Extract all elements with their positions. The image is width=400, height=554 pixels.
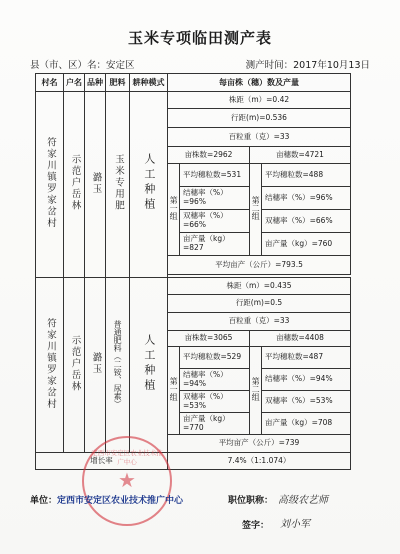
position-label: 职位职称： [228, 496, 274, 506]
unit-label: 单位： [30, 496, 58, 506]
test-time-label: 测产时间：2017年10月13日 [245, 60, 370, 71]
signature-label: 签字： [242, 521, 270, 531]
farming-cell: 人工种植 [130, 278, 168, 453]
header-row [36, 74, 351, 92]
g2-grains-cell: 平均穗粒数=488 [262, 164, 351, 187]
plants-per-mu-cell: 亩株数=3065 [168, 331, 250, 347]
ears-per-mu-cell: 亩穗数=4408 [250, 331, 351, 347]
variety-cell: 潞玉 [85, 278, 106, 453]
g2-ear-rate-cell: 结穗率（%）=96% [262, 187, 351, 210]
increase-label: 增长率 [36, 453, 168, 470]
g1-double-rate-cell: 双穗率（%）=53% [180, 391, 250, 413]
table-row [36, 92, 351, 109]
header-variety: 品种 [85, 74, 106, 92]
unit-name: 定西市安定区农业技术推广中心 [57, 496, 184, 506]
g1-yield-cell: 亩产量（kg）=827 [180, 233, 250, 256]
signature-handwriting: 刘小军 [280, 519, 310, 530]
household-cell: 示范户岳林 [64, 92, 85, 278]
village-cell: 符家川镇罗家岔村 [36, 92, 64, 278]
signature-line [242, 518, 310, 531]
official-seal [82, 436, 172, 526]
farming-cell: 人工种植 [130, 92, 168, 278]
yield-table [35, 73, 351, 470]
g2-yield-cell: 亩产量（kg）=708 [262, 413, 351, 435]
group1-label-cell: 第一组 [168, 164, 180, 256]
g2-grains-cell: 平均穗粒数=487 [262, 347, 351, 369]
position-line [228, 493, 328, 506]
page-title: 玉米专项临田测产表 [127, 29, 272, 47]
seal-text: 定西市安定区农业技术推广中心 [91, 449, 163, 466]
row-spacing-cell: 行距(m)=0.5 [168, 295, 351, 313]
header-farming: 耕种模式 [130, 74, 168, 92]
seal-star-icon: ★ [118, 468, 136, 492]
unit-line [30, 493, 183, 506]
grain-weight-cell: 百粒重（克）=33 [168, 128, 351, 147]
avg-yield-cell: 平均亩产（公斤）=793.5 [168, 256, 351, 275]
g1-grains-cell: 平均穗粒数=531 [180, 164, 250, 187]
group2-label-cell: 第二组 [250, 347, 262, 435]
table-row [36, 278, 351, 295]
variety-cell: 潞玉 [85, 92, 106, 278]
g2-yield-cell: 亩产量（kg）=760 [262, 233, 351, 256]
header-village: 村名 [36, 74, 64, 92]
avg-yield-cell: 平均亩产（公斤）=739 [168, 435, 351, 453]
g1-grains-cell: 平均穗粒数=529 [180, 347, 250, 369]
increase-value: 7.4%（1:1.074） [168, 453, 351, 470]
row-spacing-cell: 行距(m)=0.536 [168, 109, 351, 128]
header-fertilizer: 肥料 [106, 74, 130, 92]
g2-ear-rate-cell: 结穗率（%）=94% [262, 369, 351, 391]
position-handwriting: 高级农艺师 [278, 495, 328, 506]
group1-label-cell: 第一组 [168, 347, 180, 435]
yield-table-wrap [35, 73, 351, 470]
fertilizer-cell: 玉米专用肥 [106, 92, 130, 278]
g1-ear-rate-cell: 结穗率（%）=96% [180, 187, 250, 210]
spacing-cell: 株距（m）=0.435 [168, 278, 351, 295]
fertilizer-cell: 普通肥料（二铵、尿素） [106, 278, 130, 453]
spacing-cell: 株距（m）=0.42 [168, 92, 351, 109]
village-cell: 符家川镇罗家岔村 [36, 278, 64, 453]
county-label: 县（市、区）名：安定区 [30, 60, 135, 71]
group2-label-cell: 第二组 [250, 164, 262, 256]
g2-double-rate-cell: 双穗率（%）=66% [262, 210, 351, 233]
header-yield: 每亩株（穗）数及产量 [168, 74, 351, 92]
household-cell: 示范户岳林 [64, 278, 85, 453]
g2-double-rate-cell: 双穗率（%）=53% [262, 391, 351, 413]
grain-weight-cell: 百粒重（克）=33 [168, 313, 351, 331]
g1-double-rate-cell: 双穗率（%）=66% [180, 210, 250, 233]
g1-ear-rate-cell: 结穗率（%）=94% [180, 369, 250, 391]
increase-row [36, 453, 351, 470]
plants-per-mu-cell: 亩株数=2962 [168, 147, 250, 164]
ears-per-mu-cell: 亩穗数=4721 [250, 147, 351, 164]
g1-yield-cell: 亩产量（kg）=770 [180, 413, 250, 435]
header-household: 户名 [64, 74, 85, 92]
